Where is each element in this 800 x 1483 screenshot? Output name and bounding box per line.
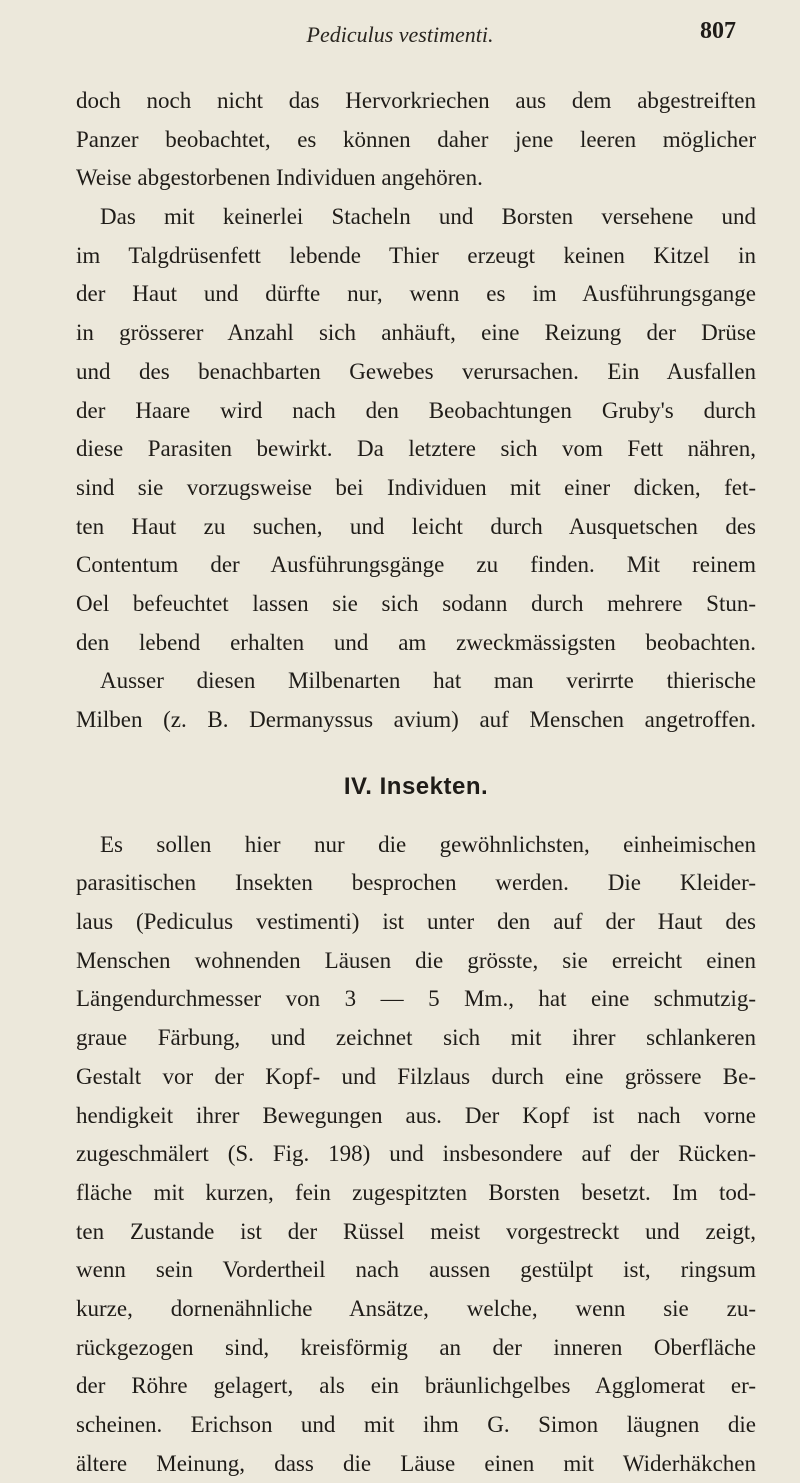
text-line: und des benachbarten Gewebes verursachen. Ein Ausfallen <box>76 358 756 384</box>
text-line: Längendurchmesser von 3 — 5 Mm., hat eine schmutzig- <box>76 986 756 1012</box>
text-line: zugeschmälert (S. Fig. 198) und insbesondere auf der Rücken- <box>76 1141 756 1167</box>
text-line: in grösserer Anzahl sich anhäuft, eine Reizung der Drüse <box>76 320 756 346</box>
text-line: Das mit keinerlei Stacheln und Borsten versehene und <box>100 204 756 230</box>
running-title: Pediculus vestimenti. <box>306 22 494 47</box>
text-line: ältere Meinung, dass die Läuse einen mit Widerhäkchen <box>76 1450 756 1476</box>
page-number: 807 <box>700 18 736 44</box>
text-line: Ausser diesen Milbenarten hat man verirrte thierische <box>100 668 756 694</box>
text-line: Contentum der Ausführungsgänge zu finden. Mit reinem <box>76 552 756 578</box>
text-line: kurze, dornenähnliche Ansätze, welche, wenn sie zu- <box>76 1295 756 1321</box>
text-line: Oel befeuchtet lassen sie sich sodann durch mehrere Stun- <box>76 590 756 616</box>
text-line: laus (Pediculus vestimenti) ist unter den auf der Haut des <box>76 909 756 935</box>
section-heading: IV. Insekten. <box>343 772 489 800</box>
paragraph-1 <box>76 82 756 198</box>
paragraph-3 <box>76 662 756 739</box>
text-line: sind sie vorzugsweise bei Individuen mit einer dicken, fet- <box>76 474 756 500</box>
text-line: hendigkeit ihrer Bewegungen aus. Der Kopf ist nach vorne <box>76 1102 756 1128</box>
text-line: parasitischen Insekten besprochen werden. Die Kleider- <box>76 870 756 896</box>
text-line: der Haare wird nach den Beobachtungen Gruby's durch <box>76 397 756 423</box>
body-text <box>76 82 756 1483</box>
text-line: der Haut und dürfte nur, wenn es im Ausführungsgange <box>76 281 756 307</box>
text-line: wenn sein Vordertheil nach aussen gestülpt ist, ringsum <box>76 1257 756 1283</box>
text-line: im Talgdrüsenfett lebende Thier erzeugt keinen Kitzel in <box>76 242 756 268</box>
text-line: Menschen wohnenden Läusen die grösste, sie erreicht einen <box>76 947 756 973</box>
text-line: scheinen. Erichson und mit ihm G. Simon läugnen die <box>76 1412 756 1437</box>
paragraph-4 <box>76 826 756 1483</box>
text-line: Weise abgestorbenen Individuen angehören. <box>76 165 483 191</box>
text-line: diese Parasiten bewirkt. Da letztere sich vom Fett nähren, <box>76 436 756 462</box>
text-line: fläche mit kurzen, fein zugespitzten Borsten besetzt. Im tod- <box>76 1179 756 1205</box>
text-line: Milben (z. B. Dermanyssus avium) auf Menschen angetroffen. <box>76 707 756 732</box>
text-line: der Röhre gelagert, als ein bräunlichgelbes Agglomerat er- <box>76 1373 756 1399</box>
text-line: rückgezogen sind, kreisförmig an der inneren Oberfläche <box>76 1334 756 1360</box>
text-line: Es sollen hier nur die gewöhnlichsten, einheimischen <box>100 831 756 857</box>
text-line: ten Zustande ist der Rüssel meist vorgestreckt und zeigt, <box>76 1218 756 1244</box>
paragraph-2 <box>76 198 756 662</box>
text-line: Panzer beobachtet, es können daher jene leeren möglicher <box>76 126 756 152</box>
text-line: Gestalt vor der Kopf- und Filzlaus durch eine grössere Be- <box>76 1063 756 1089</box>
text-line: ten Haut zu suchen, und leicht durch Ausquetschen des <box>76 513 756 539</box>
text-line: doch noch nicht das Hervorkriechen aus dem abgestreiften <box>76 88 756 113</box>
text-line: graue Färbung, und zeichnet sich mit ihrer schlankeren <box>76 1025 756 1051</box>
text-line: den lebend erhalten und am zweckmässigsten beobachten. <box>76 629 756 655</box>
